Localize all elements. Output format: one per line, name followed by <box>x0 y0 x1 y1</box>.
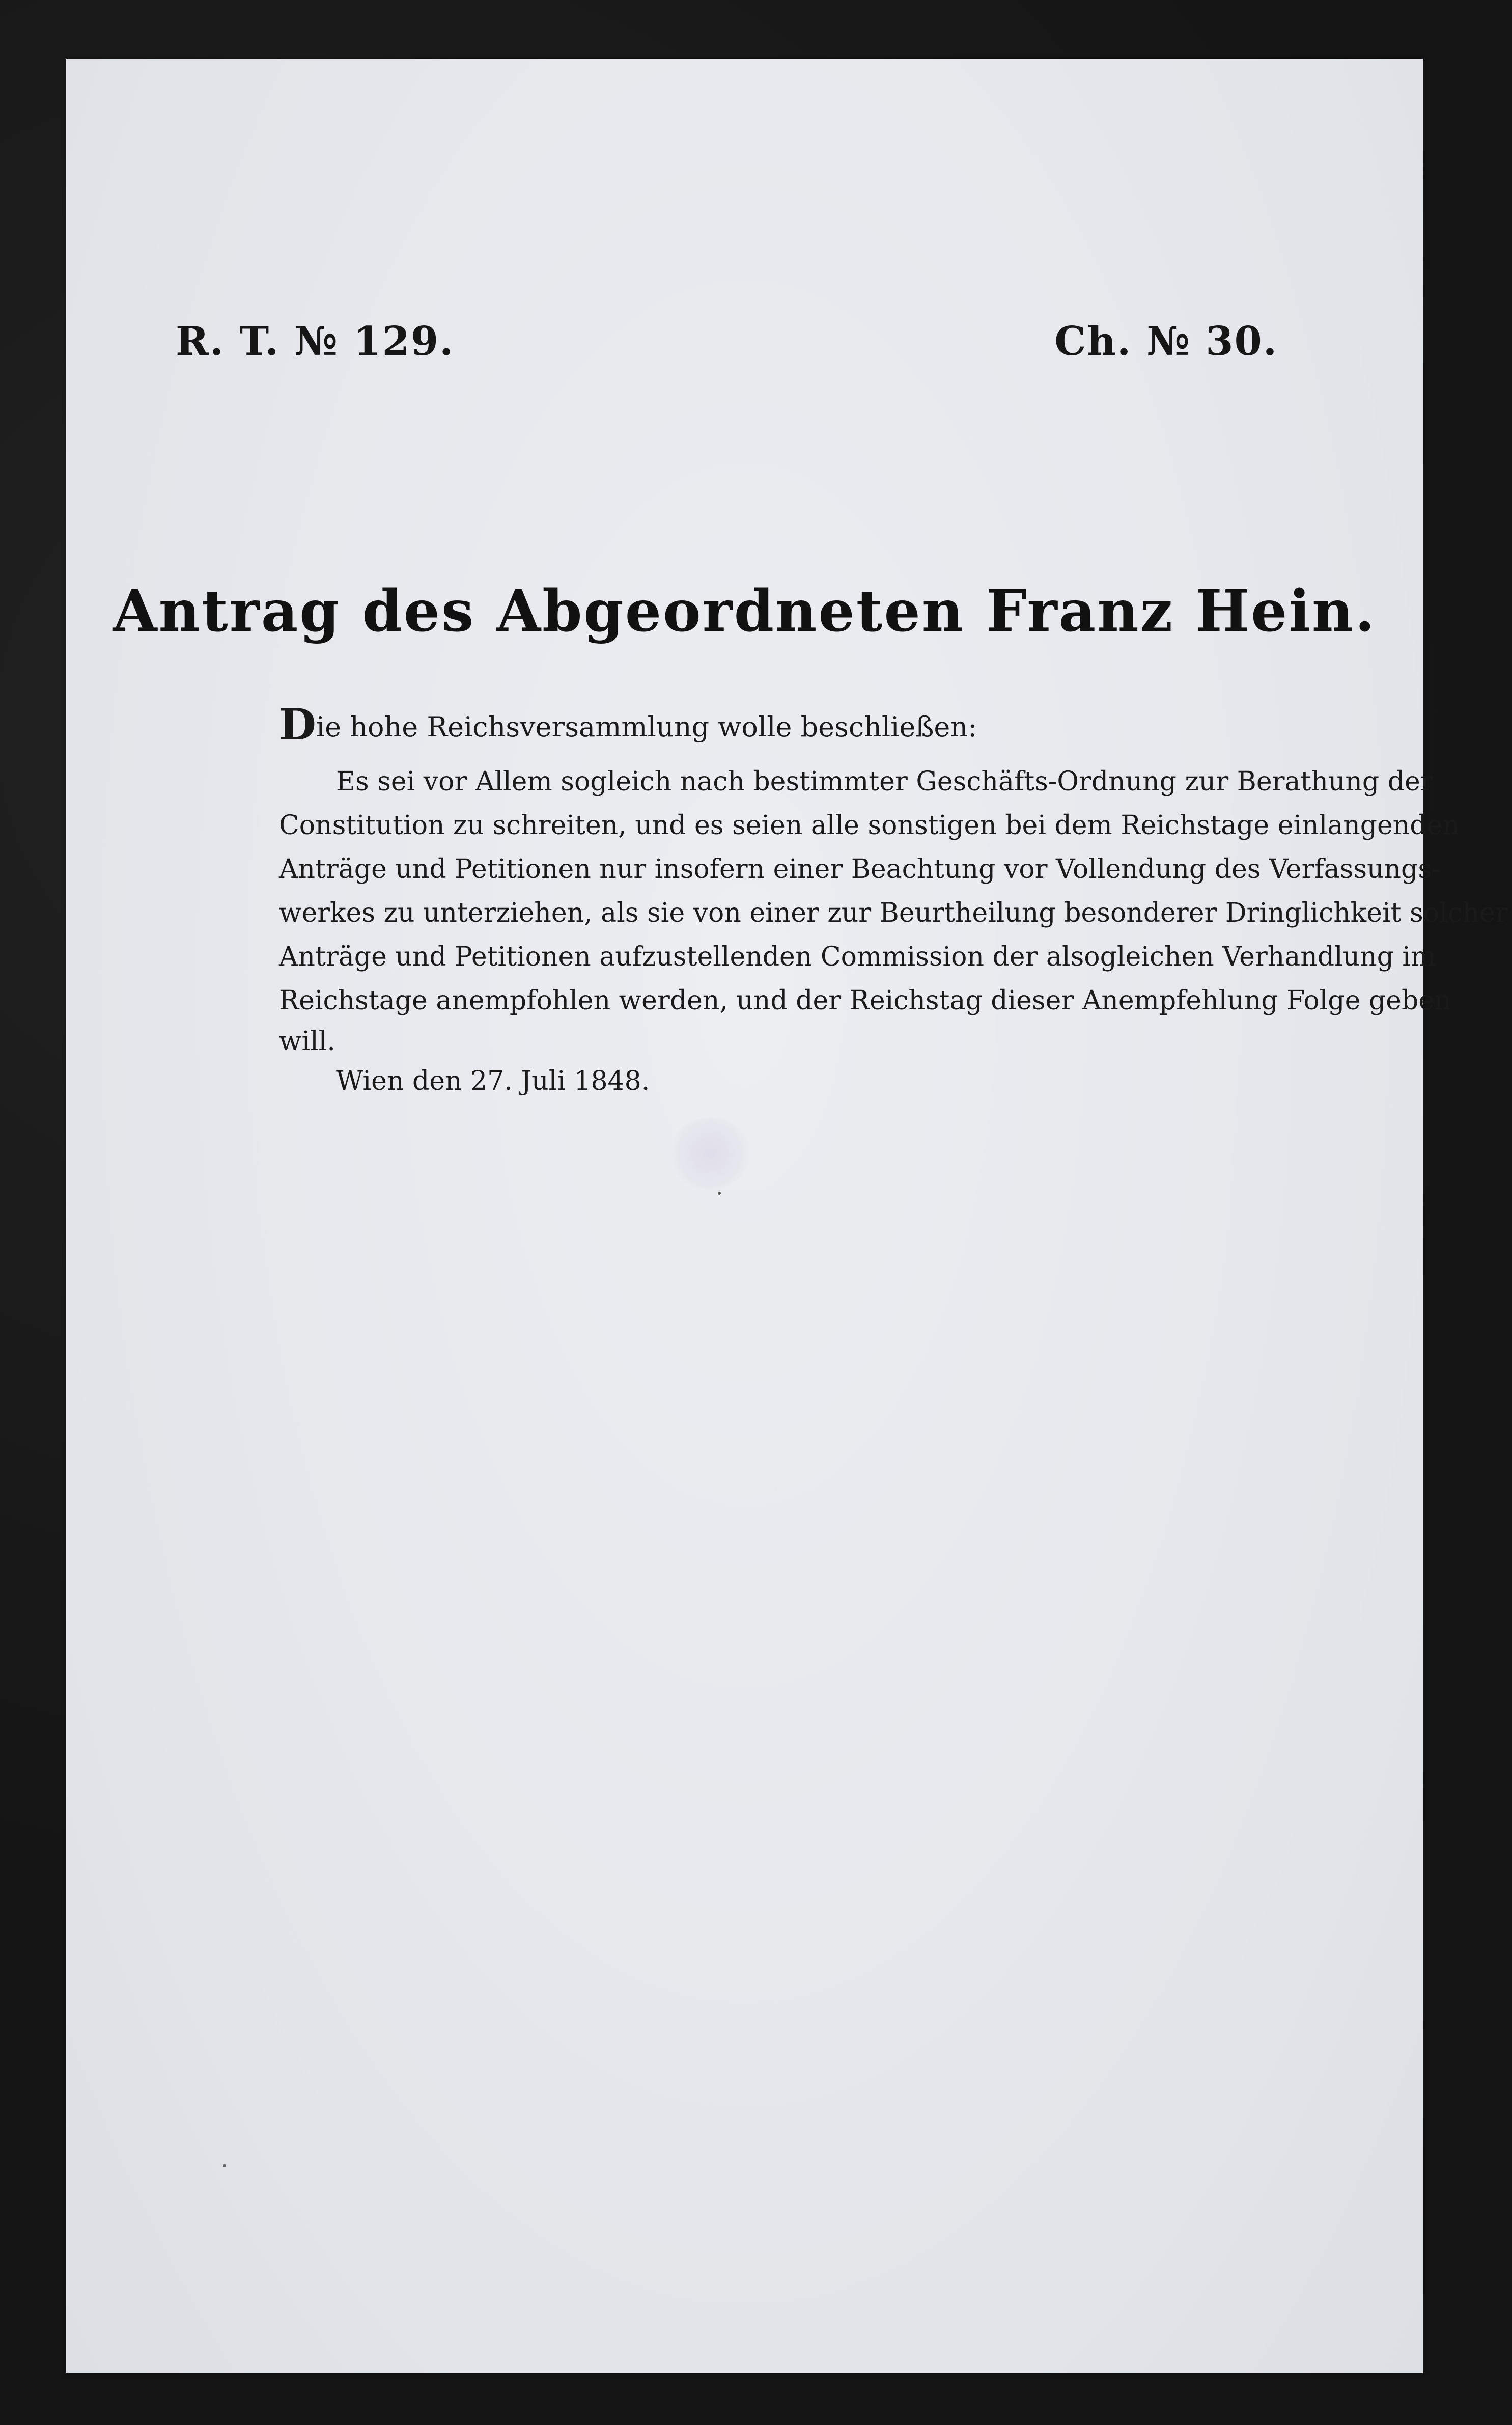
intro-text: ie hohe Reichsversammlung wolle beschließen: <box>316 711 977 743</box>
intro-line <box>279 699 977 750</box>
reference-number-right: Ch. № 30. <box>1054 318 1278 365</box>
body-line-3: Anträge und Petitionen nur insofern einer Beachtung vor Vollendung des Verfassungs- <box>279 854 1441 885</box>
body-line-2: Constitution zu schreiten, und es seien alle sonstigen bei dem Reichstage einlangenden <box>279 810 1460 841</box>
faint-stamp-mark <box>669 1118 751 1189</box>
paper-speck <box>223 2164 226 2167</box>
body-line-4: werkes zu unterziehen, als sie von einer zur Beurtheilung besonderer Dringlichkeit solcher <box>279 898 1508 928</box>
reference-number-left: R. T. № 129. <box>176 318 455 365</box>
body-line-6: Reichstage anempfohlen werden, und der Reichstag dieser Anempfehlung Folge geben <box>279 985 1451 1016</box>
intro-dropcap: D <box>279 699 316 750</box>
body-line-5: Anträge und Petitionen aufzustellenden Commission der alsogleichen Verhandlung im <box>279 942 1436 972</box>
body-line-1: Es sei vor Allem sogleich nach bestimmter Geschäfts-Ordnung zur Berathung der <box>336 766 1433 797</box>
body-line-7: will. <box>279 1026 335 1057</box>
paper-speck <box>718 1192 721 1195</box>
document-page <box>66 59 1508 2373</box>
date-line: Wien den 27. Juli 1848. <box>336 1066 650 1096</box>
document-title: Antrag des Abgeordneten Franz Hein. <box>113 578 1377 645</box>
